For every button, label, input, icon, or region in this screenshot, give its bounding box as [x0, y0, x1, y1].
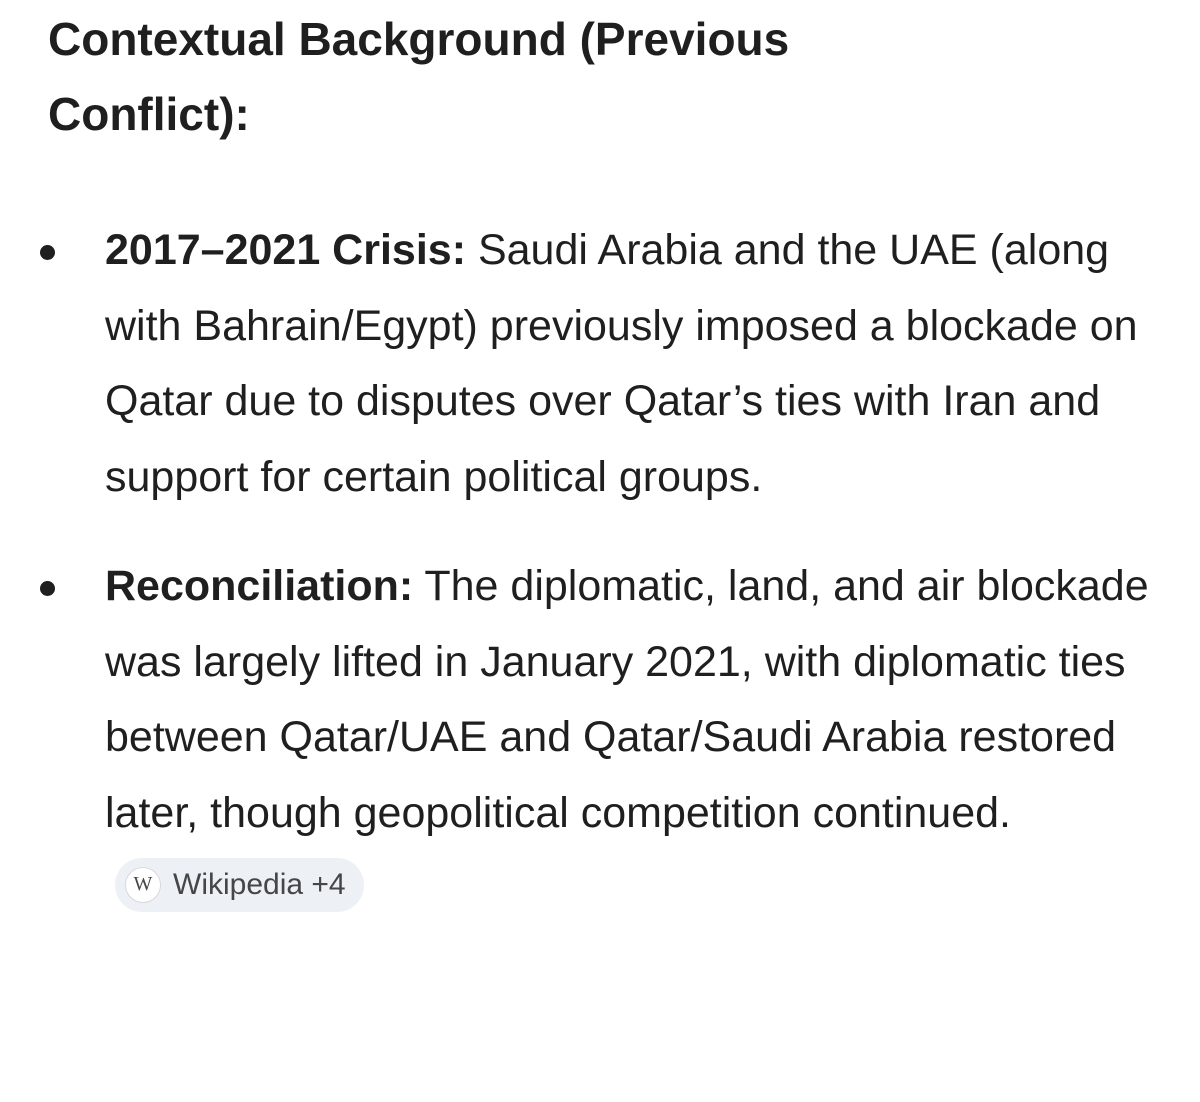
list-item-text: Saudi Arabia and the UAE (along with Bahrain/Egypt) previously imposed a blockade on Qatar due to disputes over Qatar’s ties with Iran and support for certain political groups.: [105, 226, 1138, 501]
list-item: [48, 549, 1158, 927]
source-chip-button[interactable]: [115, 858, 364, 912]
list-item-text: The diplomatic, land, and air blockade was largely lifted in January 2021, with diplomatic ties between Qatar/UAE and Qatar/Saudi Arabia restored later, though geopolitical competition continued.: [105, 562, 1149, 837]
section-heading: Contextual Background (Previous Conflict):: [48, 13, 790, 140]
wikipedia-icon: W: [125, 867, 161, 903]
list-item-title: 2017–2021 Crisis:: [105, 226, 467, 274]
bullet-list: [48, 213, 1158, 927]
list-item: [48, 213, 1158, 515]
list-item-title: Reconciliation:: [105, 562, 414, 610]
source-chip-label: Wikipedia +4: [173, 867, 346, 901]
bullet-icon: [40, 581, 55, 596]
bullet-icon: [40, 245, 55, 260]
response-content: [48, 0, 1158, 927]
